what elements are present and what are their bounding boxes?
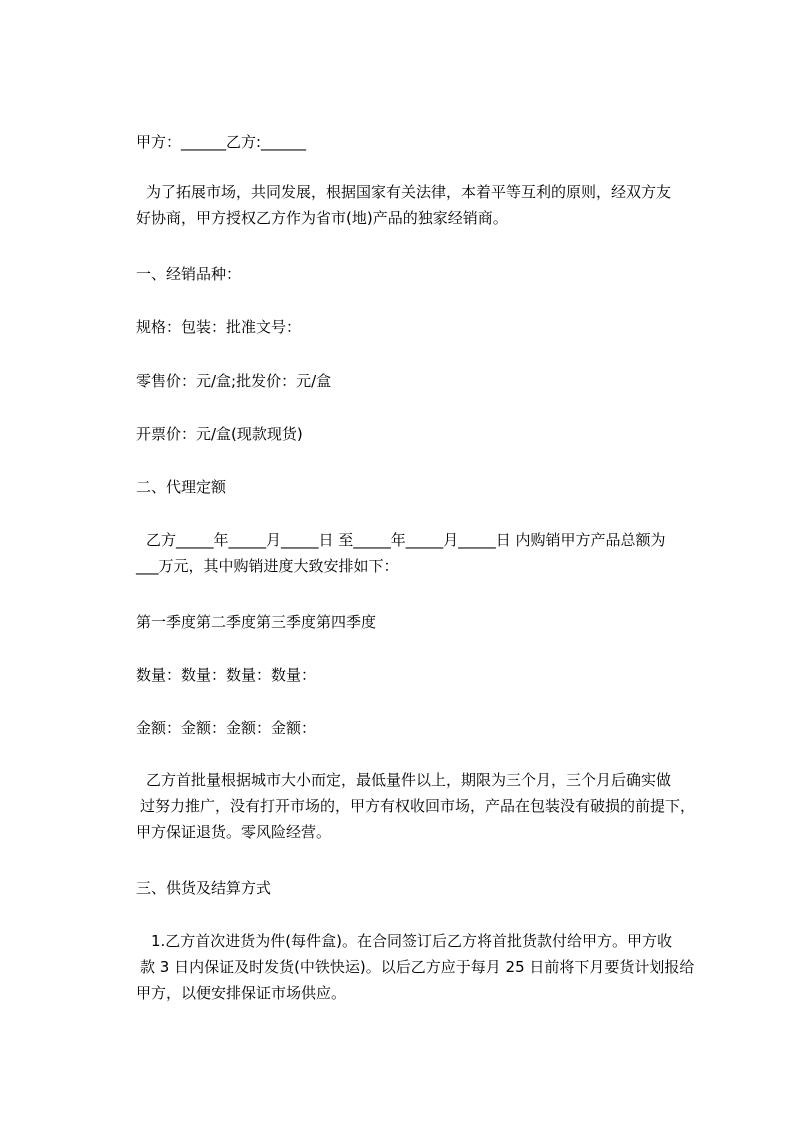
supply-line-3: 甲方，以便安排保证市场供应。 <box>136 984 347 1002</box>
intro-line-1: 为了拓展市场，共同发展，根据国家有关法律，本着平等互利的原则，经双方友 <box>146 183 672 201</box>
quota-line-2: ___万元，其中购销进度大致安排如下： <box>136 557 399 575</box>
invoice-price-line: 开票价：元/盒(现款现货) <box>136 425 303 443</box>
intro-line-2: 好协商，甲方授权乙方作为省市(地)产品的独家经销商。 <box>136 209 508 227</box>
section-2-title: 二、代理定额 <box>136 478 227 496</box>
quota-paragraph <box>136 527 716 579</box>
supply-line-1: 1.乙方首次进货为件(每件盒)。在合同签订后乙方将首批货款付给甲方。甲方收 <box>151 932 673 950</box>
amount-line: 金额：金额：金额：金额： <box>136 719 317 737</box>
first-batch-line-2: 过努力推广，没有打开市场的，甲方有权收回市场，产品在包装没有破损的前提下， <box>140 797 696 815</box>
quantity-line: 数量：数量：数量：数量： <box>136 666 317 684</box>
retail-price-line: 零售价：元/盒;批发价：元/盒 <box>136 372 332 390</box>
first-batch-line-3: 甲方保证退货。零风险经营。 <box>136 823 332 841</box>
parties-line: 甲方：______乙方:______ <box>136 133 307 151</box>
first-batch-line-1: 乙方首批量根据城市大小而定，最低量件以上，期限为三个月，三个月后确实做 <box>146 771 672 789</box>
supply-line-2: 款 3 日内保证及时发货(中铁快运)。以后乙方应于每月 25 日前将下月要货计划报给 <box>140 958 695 976</box>
spec-line: 规格：包装：批准文号： <box>136 318 302 336</box>
first-batch-paragraph <box>136 767 716 845</box>
section-3-title: 三、供货及结算方式 <box>136 879 272 897</box>
supply-paragraph <box>136 928 716 1006</box>
quarters-line: 第一季度第二季度第三季度第四季度 <box>136 613 377 631</box>
intro-paragraph <box>136 179 716 231</box>
section-1-title: 一、经销品种： <box>136 265 242 283</box>
quota-line-1: 乙方_____年_____月_____日 至_____年_____月_____日 内购销甲方产品总额为 <box>146 531 666 549</box>
